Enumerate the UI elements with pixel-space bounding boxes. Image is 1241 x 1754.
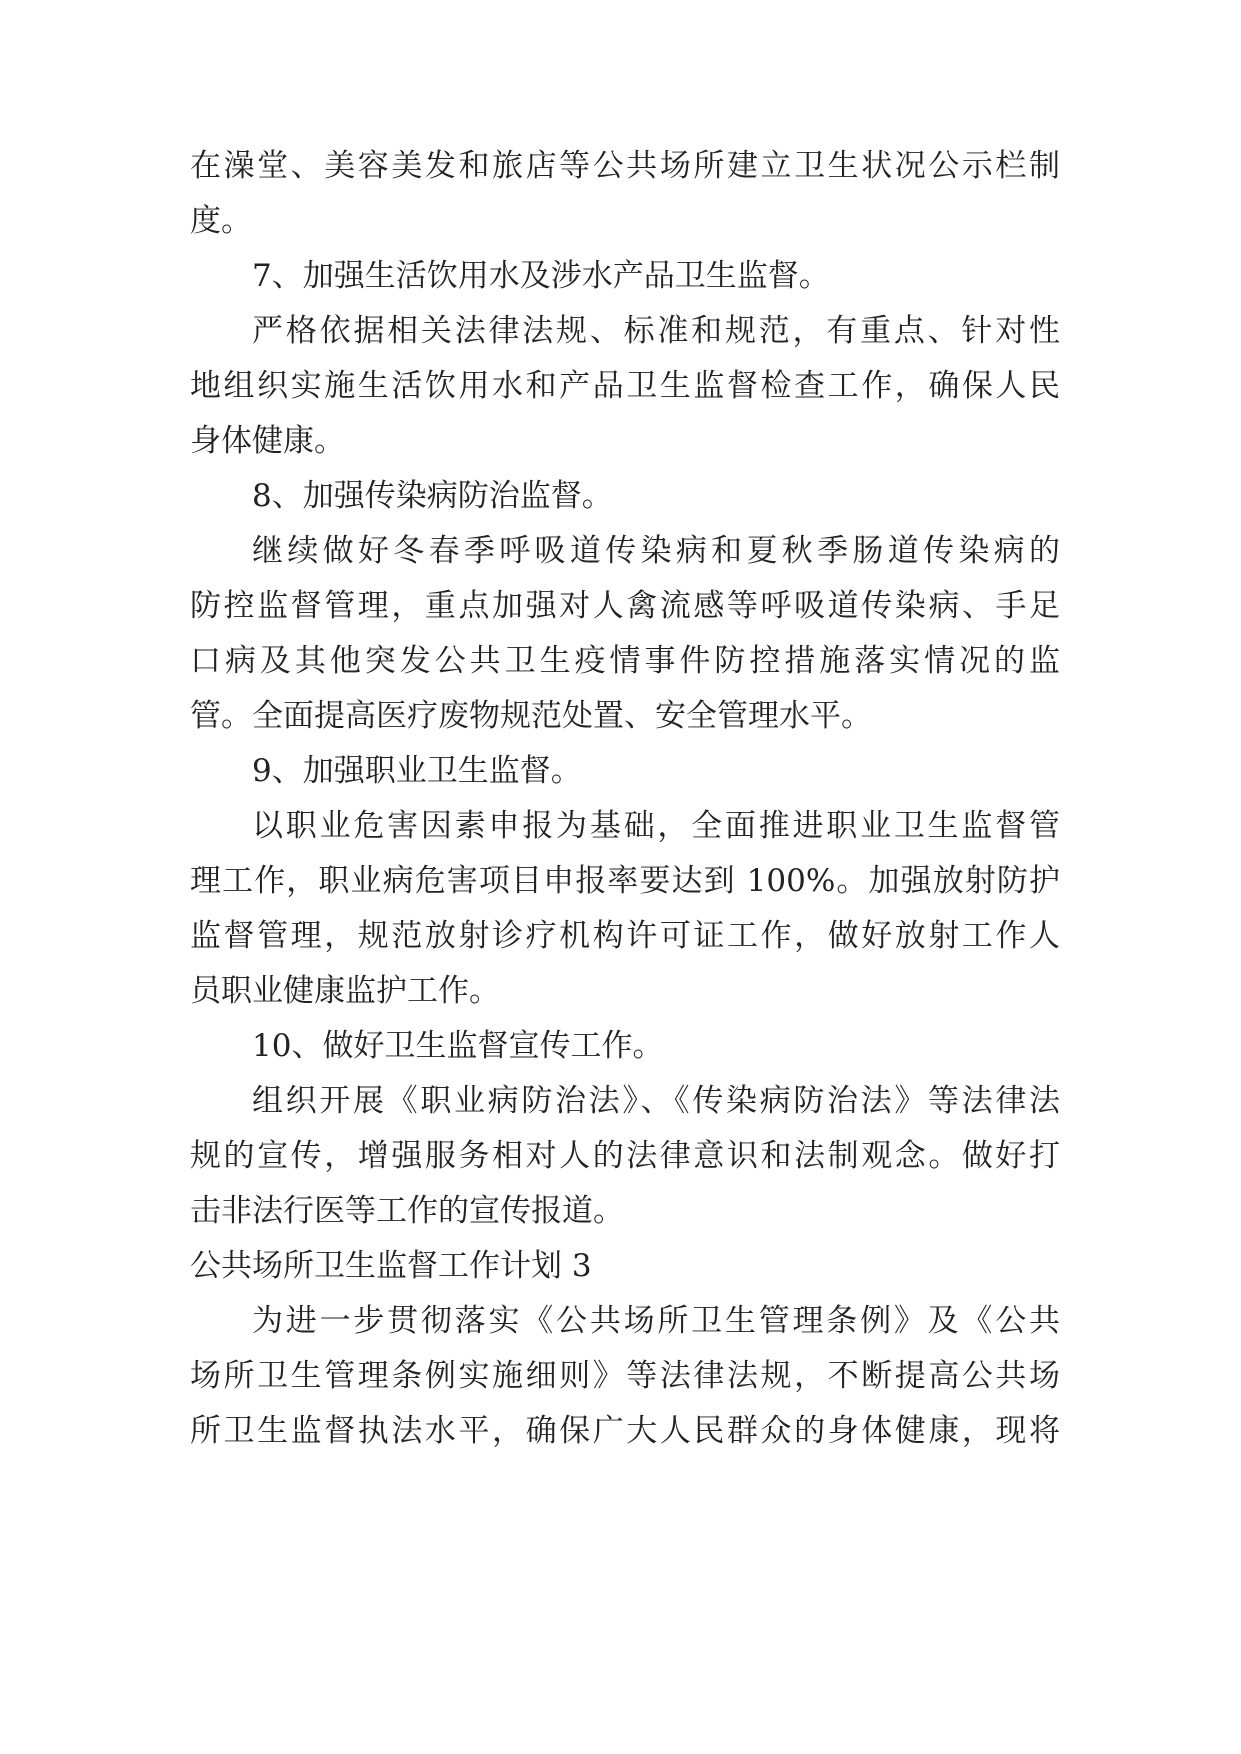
section-heading: 9、加强职业卫生监督。 bbox=[252, 753, 582, 789]
text-line: 场所卫生管理条例实施细则》等法律法规，不断提高公共场 bbox=[190, 1358, 1060, 1394]
text-line: 继续做好冬春季呼吸道传染病和夏秋季肠道传染病的 bbox=[252, 533, 1060, 569]
text-line: 地组织实施生活饮用水和产品卫生监督检查工作，确保人民 bbox=[190, 368, 1060, 404]
text-line: 组织开展《职业病防治法》、《传染病防治法》等法律法 bbox=[252, 1083, 1060, 1119]
text-line: 在澡堂、美容美发和旅店等公共场所建立卫生状况公示栏制 bbox=[190, 148, 1060, 184]
text-line: 为进一步贯彻落实《公共场所卫生管理条例》及《公共 bbox=[252, 1303, 1060, 1339]
text-line: 监督管理，规范放射诊疗机构许可证工作，做好放射工作人 bbox=[190, 918, 1060, 954]
text-line: 击非法行医等工作的宣传报道。 bbox=[190, 1193, 624, 1229]
text-line: 防控监督管理，重点加强对人禽流感等呼吸道传染病、手足 bbox=[190, 588, 1060, 624]
text-line: 所卫生监督执法水平，确保广大人民群众的身体健康，现将 bbox=[190, 1413, 1060, 1449]
text-line: 身体健康。 bbox=[190, 423, 345, 459]
text-line: 严格依据相关法律法规、标准和规范，有重点、针对性 bbox=[252, 313, 1060, 349]
section-heading: 8、加强传染病防治监督。 bbox=[252, 478, 613, 514]
text-line: 理工作，职业病危害项目申报率要达到 100%。加强放射防护 bbox=[190, 863, 1060, 899]
text-line: 度。 bbox=[190, 203, 252, 239]
text-line: 员职业健康监护工作。 bbox=[190, 973, 500, 1009]
text-line: 以职业危害因素申报为基础，全面推进职业卫生监督管 bbox=[252, 808, 1060, 844]
text-line: 口病及其他突发公共卫生疫情事件防控措施落实情况的监 bbox=[190, 643, 1060, 679]
section-heading: 7、加强生活饮用水及涉水产品卫生监督。 bbox=[252, 258, 830, 294]
document-title: 公共场所卫生监督工作计划 3 bbox=[190, 1248, 592, 1284]
text-line: 管。全面提高医疗废物规范处置、安全管理水平。 bbox=[190, 698, 872, 734]
text-line: 规的宣传，增强服务相对人的法律意识和法制观念。做好打 bbox=[190, 1138, 1060, 1174]
section-heading: 10、做好卫生监督宣传工作。 bbox=[252, 1028, 664, 1064]
